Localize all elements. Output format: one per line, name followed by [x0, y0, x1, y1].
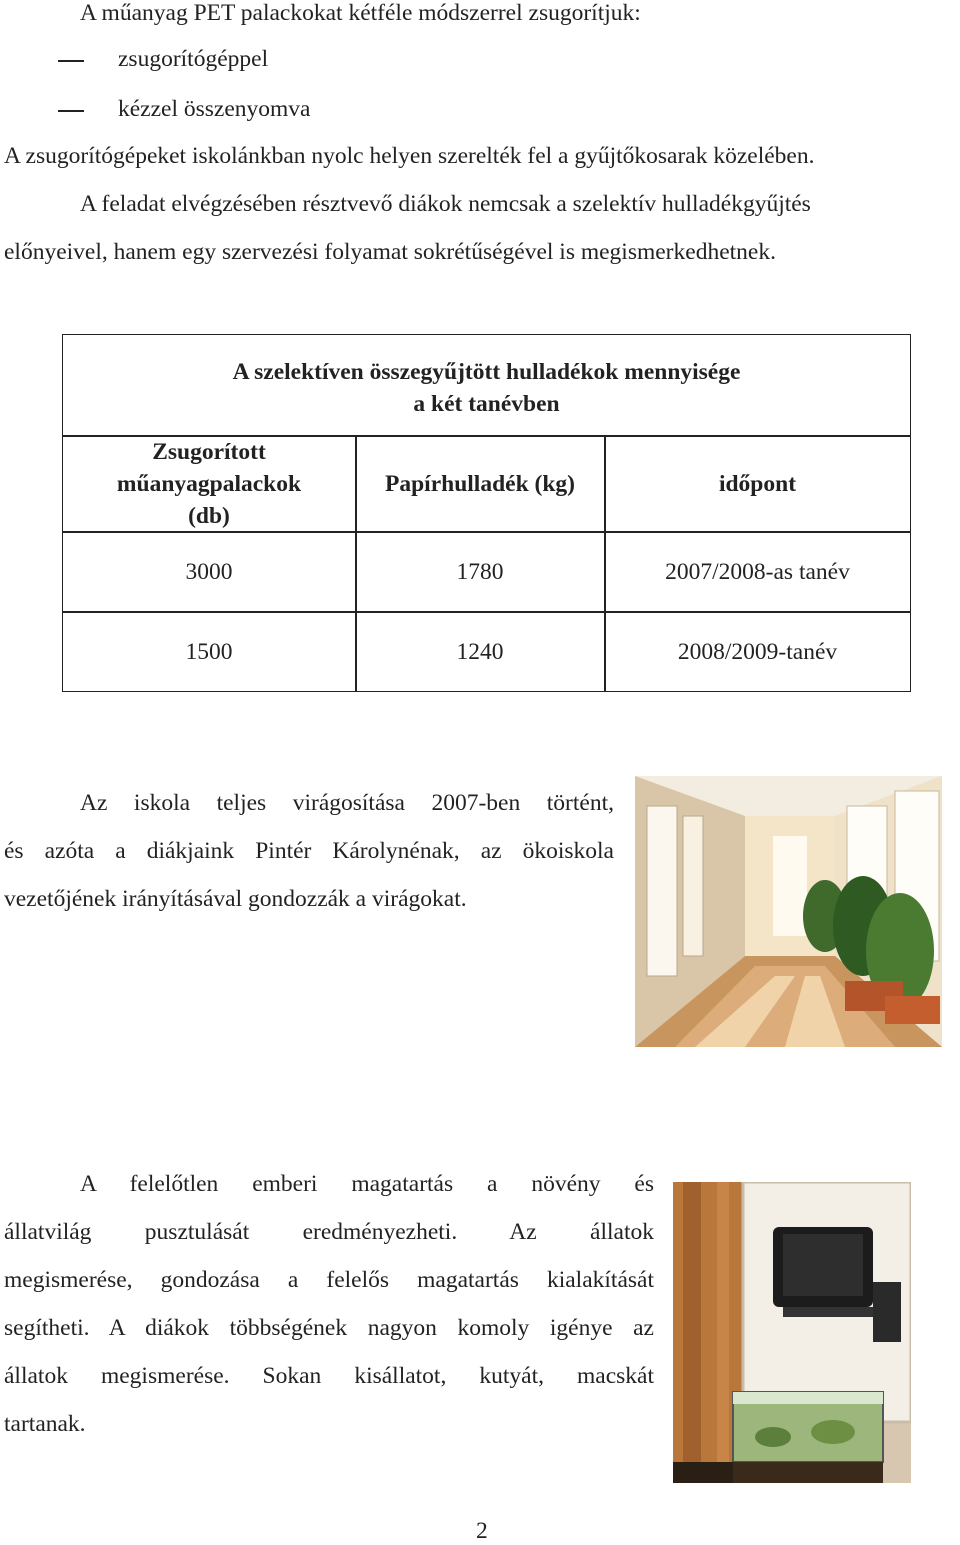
- header-line: (db): [188, 502, 230, 529]
- section3-line-2: állatvilág pusztulását eredményezheti. Az állatok: [4, 1219, 654, 1245]
- table-header-time: időpont: [718, 470, 797, 497]
- bullet-dash: [58, 110, 84, 112]
- section3-line-5: állatok megismerése. Sokan kisállatot, kutyát, macskát: [4, 1363, 654, 1389]
- section2-line-2: és azóta a diákjaink Pintér Károlynénak, az ökoiskola: [4, 838, 614, 864]
- page-number: 2: [476, 1518, 488, 1544]
- section3-line-4: segítheti. A diákok többségének nagyon komoly igénye az: [4, 1315, 654, 1341]
- intro-line-2: A zsugorítógépeket iskolánkban nyolc helyen szerelték fel a gyűjtőkosarak közelében.: [4, 143, 815, 169]
- table-cell: 1500: [185, 638, 233, 665]
- section3-line-1: A felelőtlen emberi magatartás a növény és: [80, 1171, 654, 1197]
- corridor-photo: [635, 776, 942, 1047]
- section2-line-3: vezetőjének irányításával gondozzák a virágokat.: [4, 886, 467, 912]
- intro-line-3: A feladat elvégzésében résztvevő diákok nemcsak a szelektív hulladékgyűjtés: [80, 191, 811, 217]
- table-title-line-1: A szelektíven összegyűjtött hulladékok mennyisége: [232, 359, 741, 385]
- table-cell: 3000: [185, 558, 233, 585]
- table-header-bottles: [63, 436, 355, 531]
- bullet-dash: [58, 60, 84, 62]
- table-cell: 2007/2008-as tanév: [665, 558, 850, 585]
- intro-line-4: előnyeivel, hanem egy szervezési folyamat sokrétűségével is megismerkedhetnek.: [4, 239, 776, 265]
- table-title: [63, 353, 910, 423]
- table-cell: 1780: [456, 558, 504, 585]
- section3-line-6: tartanak.: [4, 1411, 86, 1437]
- header-line: Zsugorított: [152, 438, 266, 465]
- table-title-line-2: a két tanévben: [413, 391, 560, 417]
- table-header-paper: Papírhulladék (kg): [385, 470, 575, 497]
- section3-line-3: megismerése, gondozása a felelős magatartás kialakítását: [4, 1267, 654, 1293]
- table-cell: 2008/2009-tanév: [677, 638, 838, 665]
- intro-line-1: A műanyag PET palackokat kétféle módszerrel zsugorítjuk:: [80, 0, 641, 26]
- table-cell: 1240: [456, 638, 504, 665]
- bullet-item-2: kézzel összenyomva: [118, 96, 311, 122]
- bullet-item-1: zsugorítógéppel: [118, 46, 269, 72]
- header-line: műanyagpalackok: [116, 470, 302, 497]
- section2-line-1: Az iskola teljes virágosítása 2007-ben történt,: [80, 790, 614, 816]
- aquarium-photo: [673, 1182, 911, 1483]
- waste-table: [62, 334, 911, 692]
